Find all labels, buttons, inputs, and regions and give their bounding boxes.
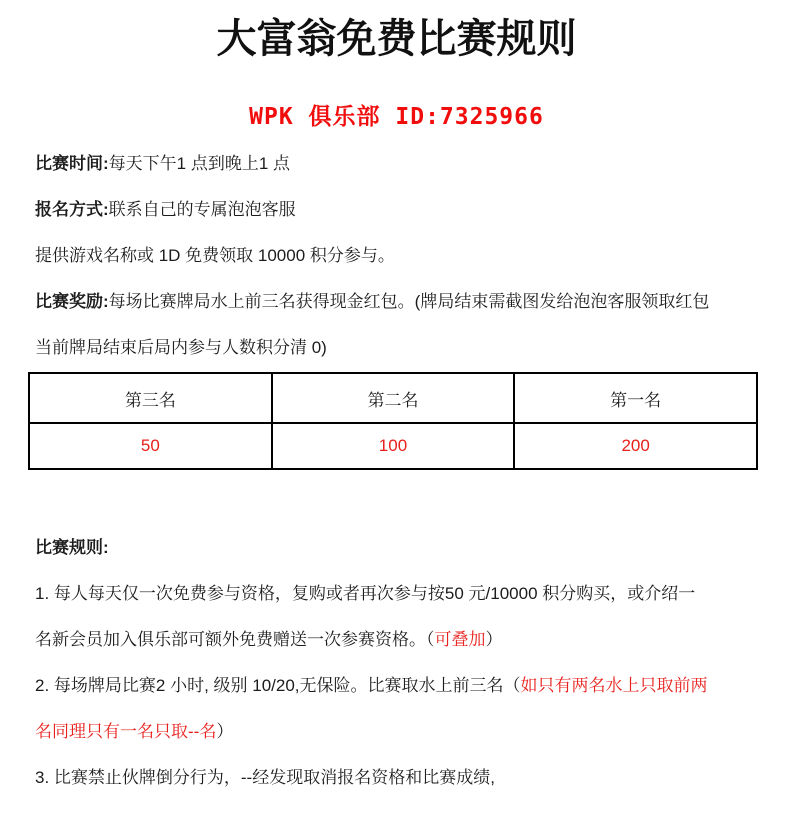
rule1-line2 [35,617,758,663]
rule1-line2-prefix: 名新会员加入俱乐部可额外免费赠送一次参赛资格。（ [35,630,435,649]
signup-text: 联系自己的专属泡泡客服 [108,200,296,219]
reward-continuation-line [35,325,758,371]
rule3-text: 3. 比赛禁止伙牌倒分行为，--经发现取消报名资格和比赛成绩, [35,768,495,787]
prize-value-first-place: 200 [514,423,757,469]
rule2-line2 [35,709,758,755]
reward-text: 每场比赛牌局水上前三名获得现金红包。(牌局结束需截图发给泡泡客服领取红包 [108,292,710,311]
rule3-line [35,755,758,801]
match-time-label: 比赛时间: [35,154,109,173]
rule1-line1 [35,571,758,617]
prize-table-value-row [29,423,757,469]
info-section [35,141,758,371]
rule1-stackable-highlight: 可叠加 [434,630,486,649]
rules-section [35,525,758,801]
signup-label: 报名方式: [35,200,109,219]
prize-header-first-place: 第一名 [514,373,757,423]
match-time-line [35,141,758,187]
prize-value-third-place: 50 [29,423,272,469]
match-time-text: 每天下午1 点到晚上1 点 [108,154,291,173]
rules-heading [35,525,758,571]
prize-header-second-place: 第二名 [272,373,515,423]
prize-value-second-place: 100 [272,423,515,469]
rule1-line2-suffix: ） [485,630,503,649]
club-id-subtitle: WPK 俱乐部 ID:7325966 [249,104,544,130]
prize-table-header-row [29,373,757,423]
rule2-line2-suffix: ） [216,722,234,741]
prize-table [28,372,758,470]
rule2-line2-highlight: 名同理只有一名只取--名 [35,722,217,741]
provide-text: 提供游戏名称或 1D 免费领取 10000 积分参与。 [35,246,395,265]
rule2-line1-prefix: 2. 每场牌局比赛2 小时, 级别 10/20,无保险。比赛取水上前三名（ [35,676,521,695]
reward-line [35,279,758,325]
reward-label: 比赛奖励: [35,292,109,311]
rules-heading-text: 比赛规则: [35,538,109,557]
rule2-line1 [35,663,758,709]
reward-continuation-text: 当前牌局结束后局内参与人数积分清 0) [35,338,327,357]
page-title: 大富翁免费比赛规则 [216,16,577,61]
prize-header-third-place: 第三名 [29,373,272,423]
signup-line [35,187,758,233]
rule1-line1-text: 1. 每人每天仅一次免费参与资格，复购或者再次参与按50 元/10000 积分购买，或介绍一 [35,584,696,603]
provide-line [35,233,758,279]
rule2-line1-highlight: 如只有两名水上只取前两 [520,676,708,695]
